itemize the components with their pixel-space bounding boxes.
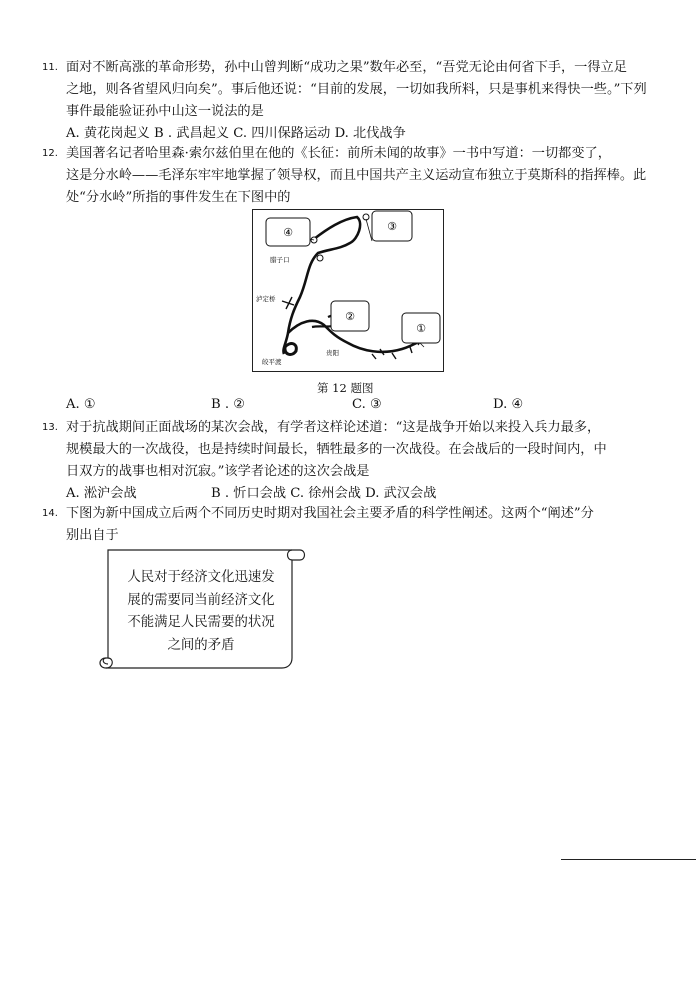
question-text-line: 别出自于 (66, 528, 119, 543)
question-number: 12. (42, 148, 58, 159)
place-label: 腊子口 (270, 256, 290, 264)
option-rest: B . 忻口会战 C. 徐州会战 D. 武汉会战 (211, 486, 437, 501)
scroll-line: 不能满足人民需要的状况 (127, 615, 275, 630)
question-number: 11. (42, 62, 58, 73)
question-text-line: 事件最能验证孙中山这一说法的是 (66, 104, 264, 119)
place-label: 皎平渡 (262, 358, 282, 366)
place-label: 泸定桥 (256, 295, 276, 303)
option-b: B . ② (211, 397, 246, 412)
place-dot (317, 255, 323, 261)
question-text-line: 这是分水岭——毛泽东牢牢地掌握了领导权，而且中国共产主义运动宣布独立于莫斯科的指挥棒。此 (66, 168, 647, 183)
question-text-line: 美国著名记者哈里森·索尔兹伯里在他的《长征：前所未闻的故事》一书中写道：一切都变了， (66, 146, 611, 161)
question-number: 14. (42, 508, 58, 519)
answer-options (66, 483, 686, 505)
question-14 (42, 503, 686, 547)
question-text-line: 之地，则各省望风归向矣”。事后他还说：“目前的发展，一切如我所料，只是事机来得快一些。”下列 (66, 82, 647, 97)
option-a: A. ① (66, 397, 96, 412)
callout-label: ① (416, 322, 426, 335)
divider-line (561, 859, 696, 860)
long-march-route-map (252, 209, 444, 372)
question-12 (42, 143, 686, 209)
option-d: D. ④ (493, 397, 524, 412)
question-text-line: 日双方的战事也相对沉寂。”该学者论述的这次会战是 (66, 464, 370, 479)
scroll-line: 之间的矛盾 (167, 637, 235, 653)
question-text-line: 面对不断高涨的革命形势，孙中山曾判断“成功之果”数年必至，“吾党无论由何省下手，一得立足 (66, 60, 627, 75)
scroll-line: 人民对于经济文化迅速发 (127, 570, 275, 585)
question-11 (42, 57, 686, 145)
option-a: A. 淞沪会战 (66, 486, 137, 501)
question-number: 13. (42, 422, 58, 433)
option-c: C. ③ (352, 397, 382, 412)
question-text-line: 下图为新中国成立后两个不同历史时期对我国社会主要矛盾的科学性阐述。这两个“阐述”分 (66, 506, 594, 521)
figure-caption: 第 12 题图 (317, 381, 374, 395)
place-label: 贵阳 (326, 349, 339, 357)
scroll-text (118, 567, 284, 657)
scroll-line: 展的需要同当前经济文化 (127, 592, 275, 608)
question-text-line: 处“分水岭”所指的事件发生在下图中的 (66, 190, 291, 205)
callout-label: ④ (283, 226, 293, 239)
callout-label: ③ (387, 220, 397, 233)
answer-options: A. 黄花岗起义 B . 武昌起义 C. 四川保路运动 D. 北伐战争 (66, 126, 406, 141)
callout-label: ② (345, 310, 355, 323)
question-13 (42, 417, 686, 505)
question-text-line: 规模最大的一次战役，也是持续时间最长，牺牲最多的一次战役。在会战后的一段时间内，中 (66, 442, 607, 457)
question-text-line: 对于抗战期间正面战场的某次会战，有学者这样论述道：“这是战争开始以来投入兵力最多， (66, 420, 601, 435)
